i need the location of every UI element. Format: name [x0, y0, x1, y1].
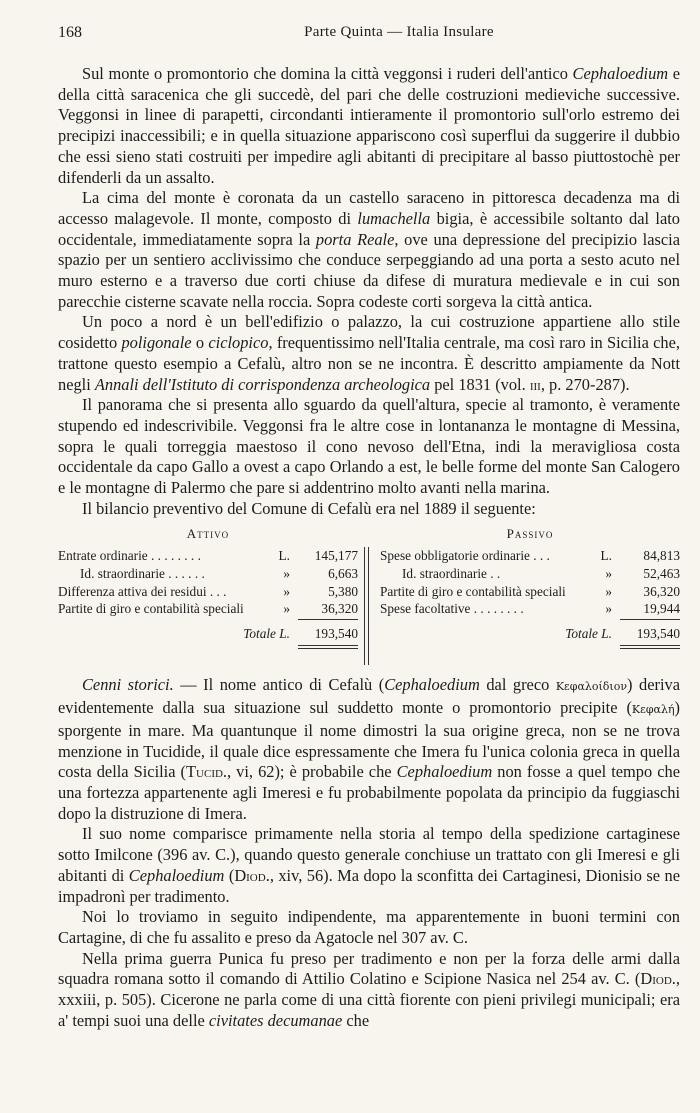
budget-row: Entrate ordinarie . . . . . . . . L. 145,177 — [58, 548, 358, 564]
budget-row: Differenza attiva dei residui . . . » 5,380 — [58, 583, 358, 599]
budget-passivo-column — [380, 525, 680, 665]
running-header — [58, 24, 670, 46]
budget-row: Id. straordinarie . . » 52,463 — [402, 566, 680, 582]
budget-row: Partite di giro e contabilità speciali » 36,320 — [58, 601, 358, 617]
paragraph-ruins: Sul monte o promontorio che domina la città veggonsi i ruderi dell'antico Cephaloedium e della città saracenica che gli succedè, del pari che delle costruzioni medieviche successive. Veggonsi in linee di parapetti, circondanti intieramente il promontorio sull'orlo estremo dei precipizi inaccessibili; e in quella situazione appariscono così superflui da suggerire il dubbio che essi sieno stati costruiti per impedire agli abitanti di precipitare al basso piuttostochè per difenderli da un assalto. — [58, 64, 680, 187]
budget-passivo-heading: Passivo — [506, 526, 554, 542]
budget-row: Spese obbligatorie ordinarie . . . L. 84,813 — [380, 548, 680, 564]
paragraph-polygonal-building: Un poco a nord è un bell'edifizio o palazzo, la cui costruzione appartiene allo stile cosidetto poligonale o ciclopico, frequentissimo nell'Italia centrale, ma così raro in Sicilia che, trattone questo esempio a Cefalù, altro non se ne incontra. È descritto ampiamente da Nott negli Annali dell'Istituto di corrispondenza archeologica pel 1831 (vol. iii, p. 270-287). — [58, 312, 680, 394]
paragraph-panorama: Il panorama che si presenta allo sguardo da quell'altura, specie al tramonto, è veramente stupendo ed indescrivibile. Veggonsi fra le altre cose in lontananza le montagne di Messina, sopra le quali torreggia maestoso il cono nevoso dell'Etna, indi la meravigliosa costa occidentale da capo Gallo a ovest a capo Orlando a est, le belle forme del monte San Calogero e le montagne di Palermo che pare si addentrino molto avanti nella marina. — [58, 395, 680, 498]
page-body — [58, 64, 680, 1031]
paragraph-castle: La cima del monte è coronata da un castello saraceno in pittoresca decadenza ma di accesso malagevole. Il monte, composto di lumachella bigia, è accessibile soltanto dal lato occidentale, immediatamente sopra la porta Reale, ove una depressione del precipizio lascia spazio per un sentiero acclivissimo che conduce serpeggiando ad una porta a sesto acuto nel muro esterno e a traverso due corti chiuse da difese di muratura medievale e in cui son parecchie cisterne scavate nella roccia. Sopra codeste corti sorgeva la città antica. — [58, 188, 680, 311]
budget-table — [58, 525, 680, 665]
budget-row: Partite di giro e contabilità speciali » 36,320 — [380, 583, 680, 599]
sum-rule — [298, 547, 358, 620]
page-number: 168 — [58, 24, 82, 41]
budget-row: Spese facoltative . . . . . . . . » 19,944 — [380, 601, 680, 617]
budget-passivo-total: Totale L. 193,540 — [380, 625, 680, 649]
budget-attivo-total: Totale L. 193,540 — [58, 625, 358, 649]
paragraph-historical-notes: Cenni storici. — Il nome antico di Cefalù (Cephaloedium dal greco Κεφαλοίδιον) deriva evidentemente dalla sua situazione sul suddetto monte o promontorio precipite (Κεφαλή) sporgente in mare. Ma quantunque il nome dimostri la sua origine greca, non se ne trova menzione in Tucidide, il quale dice espressamente che Imera fu l'unica colonia greca in quella costa della Sicilia (Tucid., vi, 62); è probabile che Cephaloedium non fosse a quel tempo che una fortezza appartenente agli Imeresi e fu probabilmente popolata da principio da fuggiaschi dopo la distruzione di Imera. — [58, 675, 680, 823]
sum-rule — [620, 547, 680, 620]
budget-row: Id. straordinarie . . . . . . » 6,663 — [80, 566, 358, 582]
paragraph-budget-intro: Il bilancio preventivo del Comune di Cefalù era nel 1889 il seguente: — [82, 498, 536, 518]
column-divider — [364, 547, 369, 665]
double-rule — [620, 645, 680, 649]
budget-attivo-column — [58, 525, 358, 665]
double-rule — [298, 645, 358, 649]
paragraph-carthaginian-expedition: Il suo nome comparisce primamente nella storia al tempo della spedizione cartaginese sotto Imilcone (396 av. C.), quando questo generale conchiuse un trattato con gli Imeresi e gli abitanti di Cephaloedium (Diod., xiv, 56). Ma dopo la sconfitta dei Cartaginesi, Dionisio se ne impadronì per tradimento. — [58, 824, 680, 906]
running-title: Parte Quinta — Italia Insulare — [304, 24, 494, 40]
paragraph-punic-war: Nella prima guerra Punica fu preso per tradimento e non per la forza delle armi dalla squadra romana sotto il comando di Attilio Colatino e Scipione Nasica nel 254 av. C. (Diod., xxxiii, p. 505). Cicerone ne parla come di una città fiorente con pieni privilegi municipali; era a' tempi suoi una delle civitates decumanae che — [58, 948, 680, 1030]
paragraph-agathocles: Noi lo troviamo in seguito indipendente, ma apparentemente in buoni termini con Cartagine, di che fu assalito e preso da Agatocle nel 307 av. C. — [58, 907, 680, 947]
budget-attivo-heading: Attivo — [186, 526, 230, 542]
